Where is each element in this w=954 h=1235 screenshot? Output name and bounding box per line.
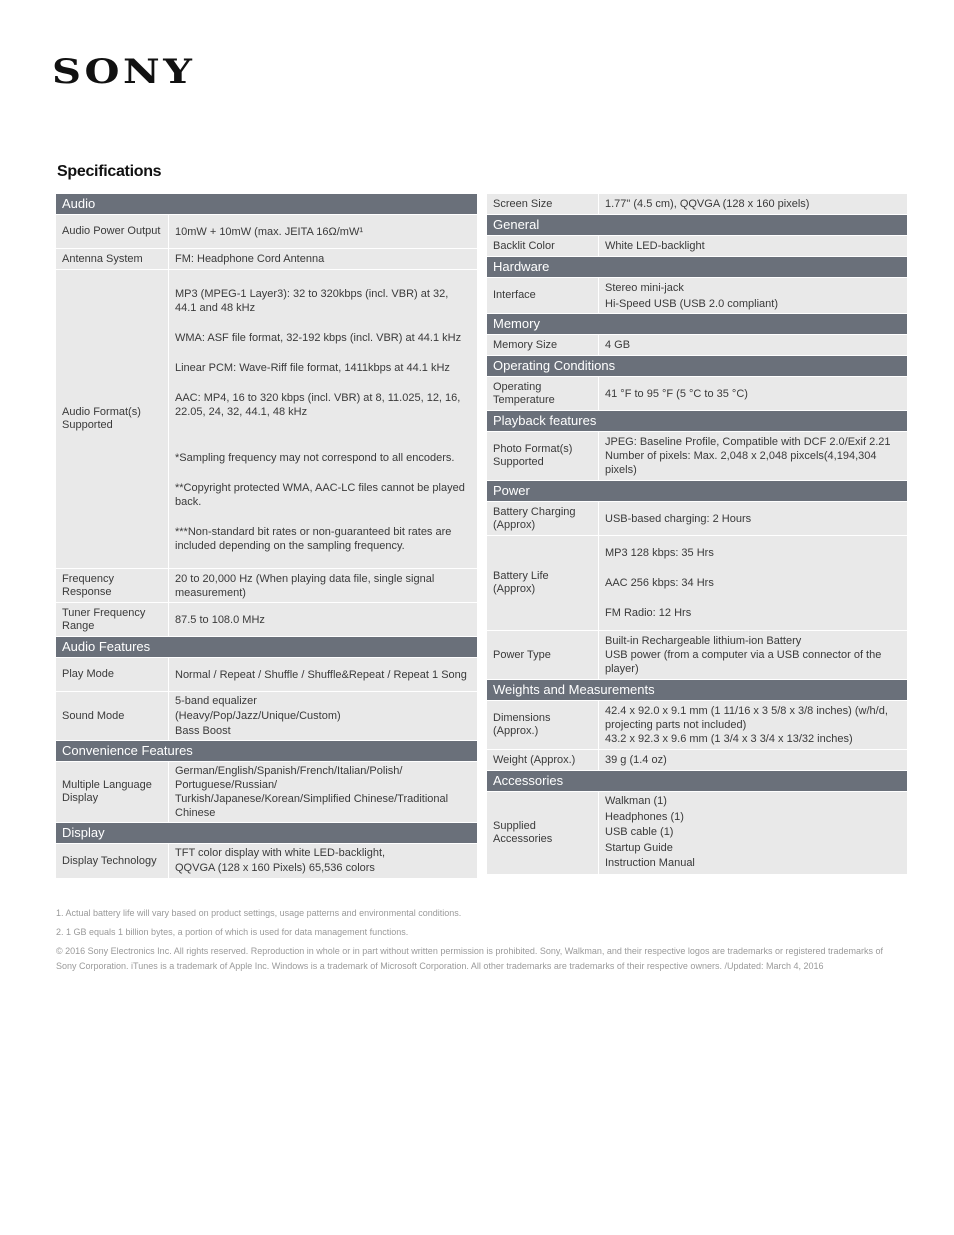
- spec-row-display-technology: [56, 844, 477, 878]
- spec-label: Screen Size: [487, 194, 598, 214]
- section-hardware: Hardware: [487, 257, 907, 277]
- spec-value: [599, 377, 907, 410]
- section-operating-conditions: Operating Conditions: [487, 356, 907, 376]
- spec-value-line: (Heavy/Pop/Jazz/Unique/Custom): [175, 709, 341, 722]
- spec-value-line: Bass Boost: [175, 724, 231, 737]
- spec-value-line: **Copyright protected WMA, AAC-LC files cannot be played back.: [175, 482, 465, 508]
- spec-row-sound-mode: [56, 692, 477, 740]
- spec-row-battery-life: [487, 536, 907, 630]
- spec-value-line: MP3 (MPEG-1 Layer3): 32 to 320kbps (incl. VBR) at 32, 44.1 and 48 kHz: [175, 288, 449, 314]
- spec-label: Operating Temperature: [487, 377, 598, 410]
- section-display: Display: [56, 823, 477, 843]
- spec-value: [169, 658, 477, 691]
- section-accessories: Accessories: [487, 771, 907, 791]
- specs-left-column: [56, 194, 477, 879]
- spec-label: Backlit Color: [487, 236, 598, 256]
- spec-row-tuner: [56, 603, 477, 636]
- spec-row-weight: [487, 750, 907, 770]
- spec-row-memory-size: [487, 335, 907, 355]
- spec-value-line: 87.5 to 108.0 MHz: [175, 613, 265, 626]
- spec-value-line: MP3 128 kbps: 35 Hrs: [605, 547, 714, 559]
- spec-value-line: ***Non-standard bit rates or non-guaranteed bit rates are included depending on the sampling frequency.: [175, 526, 452, 552]
- spec-value-line: 4 GB: [605, 339, 631, 351]
- spec-row-frequency: [56, 569, 477, 602]
- spec-label: Power Type: [487, 631, 598, 679]
- section-audio-features: Audio Features: [56, 637, 477, 657]
- spec-label: Memory Size: [487, 335, 598, 355]
- spec-value-line: 5-band equalizer: [175, 694, 257, 707]
- spec-value-line: QQVGA (128 x 160 Pixels) 65,536 colors: [175, 862, 375, 874]
- spec-value: [599, 236, 907, 256]
- accessory-item: Headphones (1): [605, 810, 684, 823]
- spec-label: Photo Format(s) Supported: [487, 432, 598, 480]
- spec-value-line: AAC 256 kbps: 34 Hrs: [605, 577, 714, 589]
- spec-label: Frequency Response: [56, 569, 168, 602]
- spec-value-line: Stereo mini-jack: [605, 281, 684, 294]
- spec-value-line: AAC: MP4, 16 to 320 kbps (incl. VBR) at 8, 11.025, 12, 16, 22.05, 24, 32, 44.1, 48 kHz: [175, 392, 461, 418]
- spec-label: Battery Charging (Approx): [487, 502, 598, 535]
- spec-label: Battery Life (Approx): [487, 536, 598, 630]
- spec-value: [169, 270, 477, 568]
- spec-value: [599, 750, 907, 770]
- section-power: Power: [487, 481, 907, 501]
- spec-value-line: WMA: ASF file format, 32-192 kbps (incl. VBR) at 44.1 kHz: [175, 332, 462, 344]
- section-convenience-features: Convenience Features: [56, 741, 477, 761]
- spec-row-play-mode: [56, 658, 477, 691]
- spec-label: Supplied Accessories: [487, 792, 598, 874]
- spec-value-line: 41 °F to 95 °F (5 °C to 35 °C): [605, 387, 748, 400]
- accessory-item: Instruction Manual: [605, 857, 695, 870]
- copyright-notice: © 2016 Sony Electronics Inc. All rights reserved. Reproduction in whole or in part without written permission is prohibited. Sony, Walkman, and their respective logos are trademarks or registered trademarks of Sony Corporation. iTunes is a trademark of Apple Inc. Windows is a trademark of Microsoft Corporation. All other trademarks are trademarks of their respective owners. /Updated: March 4, 2016: [56, 946, 884, 971]
- spec-label: Antenna System: [56, 249, 168, 269]
- spec-value: [599, 701, 907, 749]
- accessory-item: USB cable (1): [605, 826, 674, 839]
- section-weights-measurements: Weights and Measurements: [487, 680, 907, 700]
- spec-value-line: 42.4 x 92.0 x 9.1 mm (1 11/16 x 3 5/8 x 3/8 inches) (w/h/d, projecting parts not included): [605, 705, 888, 731]
- spec-row-battery-charging: [487, 502, 907, 535]
- spec-value-line: USB-based charging: 2 Hours: [605, 512, 752, 525]
- accessory-item: Walkman (1): [605, 795, 667, 808]
- spec-value-line: *Sampling frequency may not correspond to all encoders.: [175, 452, 455, 464]
- spec-row-antenna: [56, 249, 477, 269]
- spec-value-line: 39 g (1.4 oz): [605, 754, 667, 766]
- spec-label: Display Technology: [56, 844, 168, 878]
- section-playback-features: Playback features: [487, 411, 907, 431]
- spec-value: [169, 603, 477, 636]
- spec-row-language: [56, 762, 477, 822]
- spec-value-line: Hi-Speed USB (USB 2.0 compliant): [605, 297, 779, 310]
- spec-value-line: Built-in Rechargeable lithium-ion Battery: [605, 635, 802, 647]
- spec-label: Dimensions (Approx.): [487, 701, 598, 749]
- spec-value-line: 1.77" (4.5 cm), QQVGA (128 x 160 pixels): [605, 198, 810, 210]
- spec-label: Sound Mode: [56, 692, 168, 740]
- spec-value-line: Number of pixels: Max. 2,048 x 2,048 pixcels(4,194,304 pixels): [605, 450, 877, 476]
- spec-value-line: USB power (from a computer via a USB connector of the player): [605, 649, 882, 675]
- footnote-1: 1. Actual battery life will vary based on product settings, usage patterns and environmental conditions.: [56, 908, 462, 918]
- spec-label: Multiple Language Display: [56, 762, 168, 822]
- spec-row-backlit: [487, 236, 907, 256]
- spec-value: [169, 569, 477, 602]
- spec-value: [599, 278, 907, 313]
- page-title: Specifications: [57, 163, 162, 180]
- spec-row-audio-formats: [56, 270, 477, 568]
- spec-value: [169, 692, 477, 740]
- spec-row-dimensions: [487, 701, 907, 749]
- spec-row-supplied-accessories: [487, 792, 907, 874]
- spec-value-line: German/English/Spanish/French/Italian/Polish/ Portuguese/Russian/: [175, 765, 403, 791]
- spec-value: [599, 502, 907, 535]
- spec-value: [599, 432, 907, 480]
- accessory-item: Startup Guide: [605, 841, 673, 854]
- spec-value-line: 20 to 20,000 Hz (When playing data file, single signal measurement): [175, 572, 435, 599]
- spec-label: Interface: [487, 278, 598, 313]
- spec-value: [169, 844, 477, 878]
- spec-value-line: Turkish/Japanese/Korean/Simplified Chinese/Traditional Chinese: [175, 793, 449, 819]
- spec-value-line: 10mW + 10mW (max. JEITA 16Ω/mW¹: [175, 225, 364, 238]
- section-memory: Memory: [487, 314, 907, 334]
- spec-value: [169, 215, 477, 248]
- spec-value-line: 43.2 x 92.3 x 9.6 mm (1 3/4 x 3 3/4 x 13/32 inches): [605, 733, 853, 745]
- spec-value-line: White LED-backlight: [605, 240, 705, 252]
- spec-label: Play Mode: [56, 658, 168, 691]
- spec-value-line: Normal / Repeat / Shuffle / Shuffle&Repeat / Repeat 1 Song: [175, 668, 467, 681]
- spec-label: Audio Format(s) Supported: [56, 270, 168, 568]
- section-audio: Audio: [56, 194, 477, 214]
- specs-right-column: [487, 194, 907, 875]
- spec-label: Audio Power Output: [56, 215, 168, 248]
- footnotes: [56, 906, 906, 978]
- spec-label: Weight (Approx.): [487, 750, 598, 770]
- section-general: General: [487, 215, 907, 235]
- spec-row-audio-power: [56, 215, 477, 248]
- spec-row-operating-temperature: [487, 377, 907, 410]
- footnote-2: 2. 1 GB equals 1 billion bytes, a portion of which is used for data management functions.: [56, 927, 409, 937]
- spec-row-power-type: [487, 631, 907, 679]
- spec-value: [599, 194, 907, 214]
- spec-value-line: FM: Headphone Cord Antenna: [175, 253, 325, 265]
- spec-value-line: FM Radio: 12 Hrs: [605, 607, 692, 619]
- spec-value: [169, 762, 477, 822]
- spec-value: [169, 249, 477, 269]
- spec-value: [599, 792, 907, 874]
- spec-value-line: Linear PCM: Wave-Riff file format, 1411kbps at 44.1 kHz: [175, 362, 450, 374]
- spec-value: [599, 536, 907, 630]
- sony-logo: SONY: [52, 52, 196, 92]
- spec-row-screen-size: [487, 194, 907, 214]
- spec-value-line: JPEG: Baseline Profile, Compatible with DCF 2.0/Exif 2.21: [605, 436, 891, 448]
- spec-value: [599, 335, 907, 355]
- spec-value-line: TFT color display with white LED-backlight,: [175, 847, 386, 859]
- spec-label: Tuner Frequency Range: [56, 603, 168, 636]
- spec-row-photo-formats: [487, 432, 907, 480]
- spec-value: [599, 631, 907, 679]
- spec-row-interface: [487, 278, 907, 313]
